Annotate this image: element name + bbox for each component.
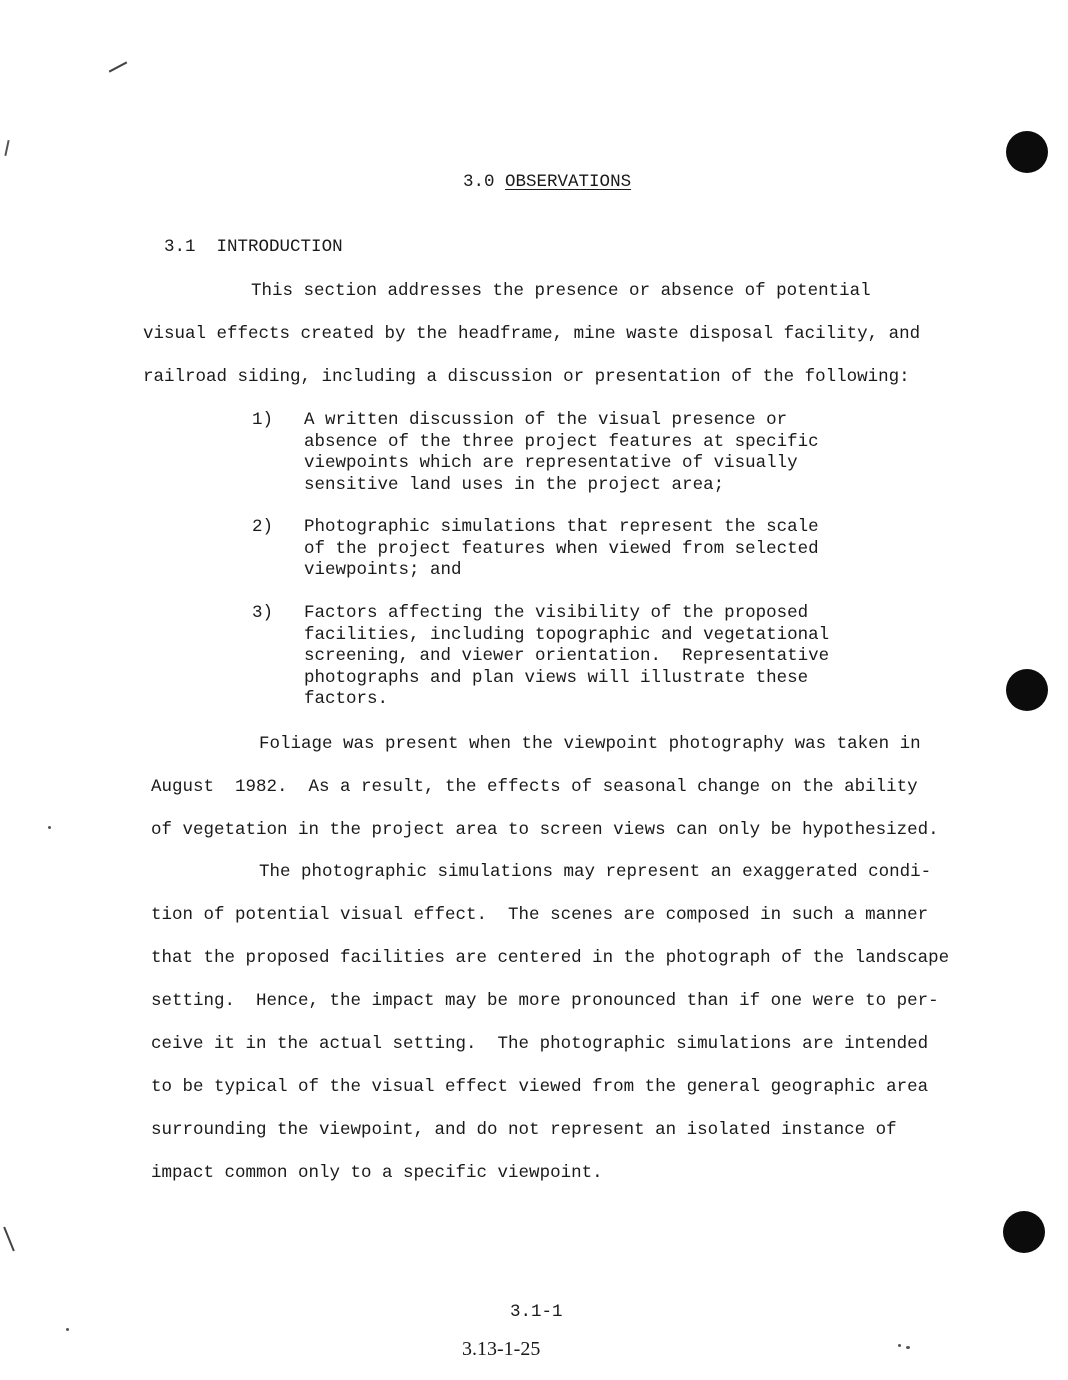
subsection-heading [143, 217, 343, 257]
paragraph-line: visual effects created by the headframe, mine waste disposal facility, and [143, 324, 921, 344]
paragraph-line: to be typical of the visual effect viewed from the general geographic area [151, 1077, 929, 1097]
paragraph-line: ceive it in the actual setting. The photographic simulations are intended [151, 1034, 929, 1054]
paragraph-line: of vegetation in the project area to screen views can only be hypothesized. [151, 820, 939, 840]
section-number: 3.0 [463, 172, 495, 192]
subsection-number: 3.1 [164, 237, 196, 257]
binder-hole-middle [1006, 669, 1048, 711]
list-item-number: 1) [252, 410, 274, 430]
paragraph-line: August 1982. As a result, the effects of seasonal change on the ability [151, 777, 918, 797]
list-item-text: Photographic simulations that represent the scale of the project features when viewed from selected viewpoints; and [304, 517, 819, 580]
paragraph-line: This section addresses the presence or absence of potential [251, 281, 871, 301]
list-item-text: Factors affecting the visibility of the proposed facilities, including topographic and vegetational screening, and viewer orientation. Representative photographs and plan views will illustrate these factors. [304, 603, 830, 709]
scan-speck [898, 1344, 901, 1347]
binder-hole-top [1006, 131, 1048, 173]
scan-mark-bottom-left [3, 1227, 15, 1252]
paragraph-line: impact common only to a specific viewpoint. [151, 1163, 603, 1183]
paragraph-line: setting. Hence, the impact may be more pronounced than if one were to per- [151, 991, 939, 1011]
paragraph-line: surrounding the viewpoint, and do not represent an isolated instance of [151, 1120, 897, 1140]
scan-speck [906, 1346, 910, 1349]
binder-hole-bottom [1003, 1211, 1045, 1253]
paragraph-line: The photographic simulations may represent an exaggerated condi- [259, 862, 932, 882]
list-item-number: 2) [252, 517, 274, 537]
section-title [442, 152, 631, 192]
paragraph-line: railroad siding, including a discussion or presentation of the following: [143, 367, 910, 387]
scan-speck [66, 1328, 69, 1331]
paragraph-line: that the proposed facilities are centered in the photograph of the landscape [151, 948, 950, 968]
paragraph-line: tion of potential visual effect. The scenes are composed in such a manner [151, 905, 929, 925]
scan-mark-top-left [109, 61, 128, 72]
subsection-label: INTRODUCTION [216, 237, 343, 257]
section-label: OBSERVATIONS [505, 172, 632, 192]
scan-mark-left-edge [4, 140, 9, 156]
scan-speck [48, 826, 51, 829]
list-item-text: A written discussion of the visual presence or absence of the three project features at specific viewpoints which are representative of visually sensitive land uses in the project area; [304, 410, 819, 495]
document-code: 3.13-1-25 [462, 1338, 541, 1360]
page-number: 3.1-1 [510, 1302, 563, 1322]
paragraph-line: Foliage was present when the viewpoint photography was taken in [259, 734, 921, 754]
list-item-number: 3) [252, 603, 274, 623]
